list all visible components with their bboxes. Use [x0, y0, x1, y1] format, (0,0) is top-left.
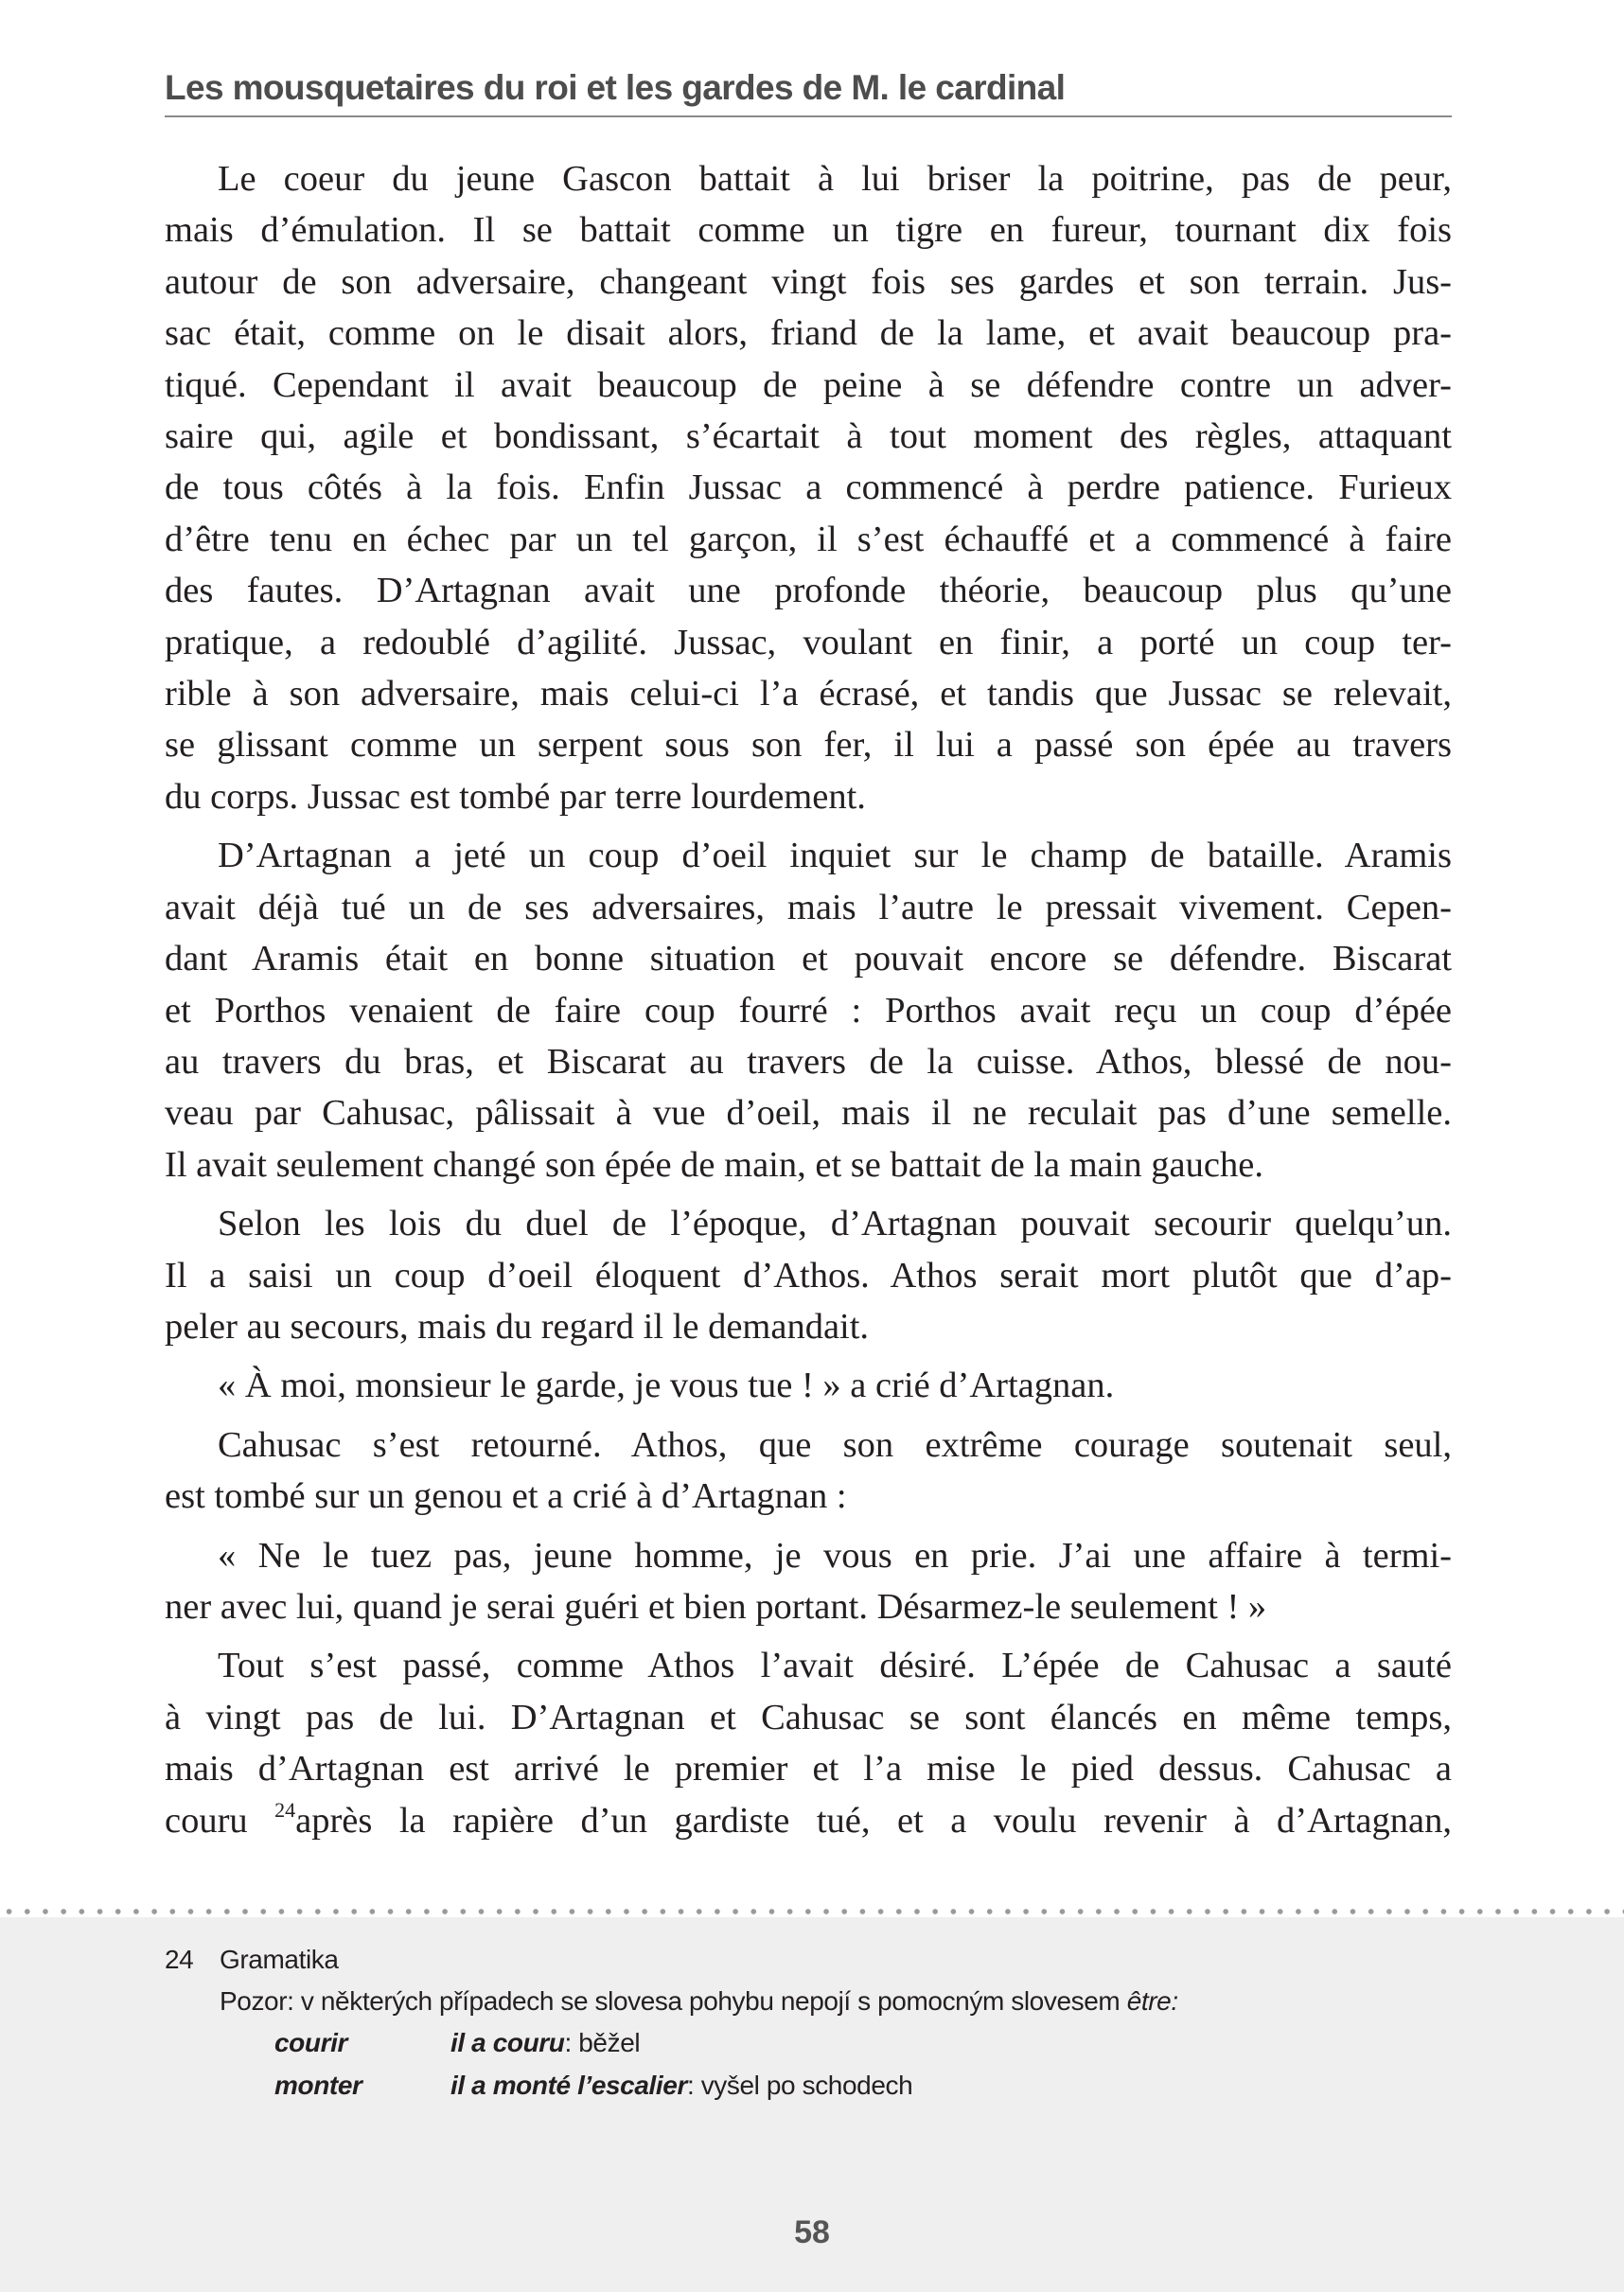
footnote-note: [220, 1986, 1178, 2017]
footnote-note-text: Pozor: v některých případech se slovesa pohybu nepojí s pomocným slovesem: [220, 1986, 1127, 2016]
text-line: Selon les lois du duel de l’époque, d’Artagnan pouvait secourir quelqu’un.: [218, 1204, 1452, 1244]
text-line: mais d’émulation. Il se battait comme un tigre en fureur, tournant dix fois: [165, 210, 1452, 251]
text-line: tiqué. Cependant il avait beaucoup de peine à se défendre contre un adver-: [165, 364, 1452, 405]
page-number: 58: [794, 2214, 830, 2250]
text-line: « À moi, monsieur le garde, je vous tue ! » a crié d’Artagnan.: [218, 1366, 1115, 1406]
paragraph-2: [165, 830, 1452, 1190]
text-fragment: après la rapière d’un gardiste tué, et a voulu revenir à d’Artagnan,: [295, 1800, 1452, 1841]
text-line: « Ne le tuez pas, jeune homme, je vous en prie. J’ai une affaire à termi-: [218, 1535, 1452, 1576]
text-line: avait déjà tué un de ses adversaires, mais l’autre le pressait vivement. Cepen-: [165, 887, 1452, 927]
body-text: [165, 153, 1452, 1854]
text-line: veau par Cahusac, pâlissait à vue d’oeil, mais il ne reculait pas d’une semelle.: [165, 1093, 1452, 1134]
text-line: Le coeur du jeune Gascon battait à lui briser la poitrine, pas de peur,: [218, 159, 1452, 199]
text-line: rible à son adversaire, mais celui-ci l’a écrasé, et tandis que Jussac se relevait,: [165, 674, 1452, 714]
footnote-verb: courir: [274, 2028, 347, 2057]
paragraph-6: [165, 1530, 1452, 1633]
paragraph-4: [165, 1360, 1452, 1411]
text-line: Cahusac s’est retourné. Athos, que son extrême courage soutenait seul,: [218, 1424, 1452, 1465]
paragraph-7: [165, 1640, 1452, 1846]
footnote-reference[interactable]: 24: [274, 1797, 296, 1822]
text-line: du corps. Jussac est tombé par terre lourdement.: [165, 776, 866, 817]
text-line: Il a saisi un coup d’oeil éloquent d’Athos. Athos serait mort plutôt que d’ap-: [165, 1255, 1452, 1296]
text-line: est tombé sur un genou et a crié à d’Artagnan :: [165, 1476, 847, 1517]
footnote-number: 24: [165, 1945, 194, 1974]
text-line: à vingt pas de lui. D’Artagnan et Cahusac se sont élancés en même temps,: [165, 1697, 1452, 1737]
text-line-with-footnote-ref: [165, 1795, 1452, 1846]
footnote-translation: : běžel: [564, 2028, 641, 2057]
footnote-example: [450, 2028, 640, 2058]
running-header: Les mousquetaires du roi et les gardes de M. le cardinal: [165, 68, 1452, 117]
text-line: ner avec lui, quand je serai guéri et bien portant. Désarmez-le seulement ! »: [165, 1586, 1267, 1627]
paragraph-3: [165, 1198, 1452, 1352]
paragraph-5: [165, 1419, 1452, 1523]
text-line: pratique, a redoublé d’agilité. Jussac, voulant en finir, a porté un coup ter-: [165, 622, 1452, 662]
text-line: de tous côtés à la fois. Enfin Jussac a commencé à perdre patience. Furieux: [165, 467, 1452, 508]
text-line: autour de son adversaire, changeant vingt fois ses gardes et son terrain. Jus-: [165, 261, 1452, 302]
footnote-note-emphasis: être:: [1126, 1986, 1178, 2016]
footnote-title: Gramatika: [220, 1945, 339, 1974]
text-line: peler au secours, mais du regard il le demandait.: [165, 1306, 870, 1347]
footnote-example: [450, 2071, 912, 2101]
text-line: dant Aramis était en bonne situation et pouvait encore se défendre. Biscarat: [165, 939, 1452, 979]
dotted-separator: [0, 1909, 1624, 1914]
text-line: sac était, comme on le disait alors, friand de la lame, et avait beaucoup pra-: [165, 313, 1452, 354]
text-line: Il avait seulement changé son épée de main, et se battait de la main gauche.: [165, 1144, 1263, 1185]
text-line: mais d’Artagnan est arrivé le premier et l’a mise le pied dessus. Cahusac a: [165, 1749, 1452, 1790]
text-line: D’Artagnan a jeté un coup d’oeil inquiet sur le champ de bataille. Aramis: [218, 836, 1452, 876]
footnote-verb: monter: [274, 2071, 362, 2100]
text-line: saire qui, agile et bondissant, s’écartait à tout moment des règles, attaquant: [165, 416, 1452, 457]
text-line: Tout s’est passé, comme Athos l’avait désiré. L’épée de Cahusac a sauté: [218, 1646, 1452, 1686]
text-line: et Porthos venaient de faire coup fourré : Porthos avait reçu un coup d’épée: [165, 990, 1452, 1031]
text-line: des fautes. D’Artagnan avait une profonde théorie, beaucoup plus qu’une: [165, 571, 1452, 611]
text-line: au travers du bras, et Biscarat au travers de la cuisse. Athos, blessé de nou-: [165, 1041, 1452, 1082]
footnote-phrase: il a couru: [450, 2028, 565, 2057]
paragraph-1: [165, 153, 1452, 822]
text-line: se glissant comme un serpent sous son fer, il lui a passé son épée au travers: [165, 725, 1452, 766]
text-line: d’être tenu en échec par un tel garçon, il s’est échauffé et a commencé à faire: [165, 519, 1452, 559]
text-fragment: couru: [165, 1800, 275, 1841]
footnote-translation: : vyšel po schodech: [686, 2071, 913, 2100]
footnote-phrase: il a monté l’escalier: [450, 2071, 687, 2100]
